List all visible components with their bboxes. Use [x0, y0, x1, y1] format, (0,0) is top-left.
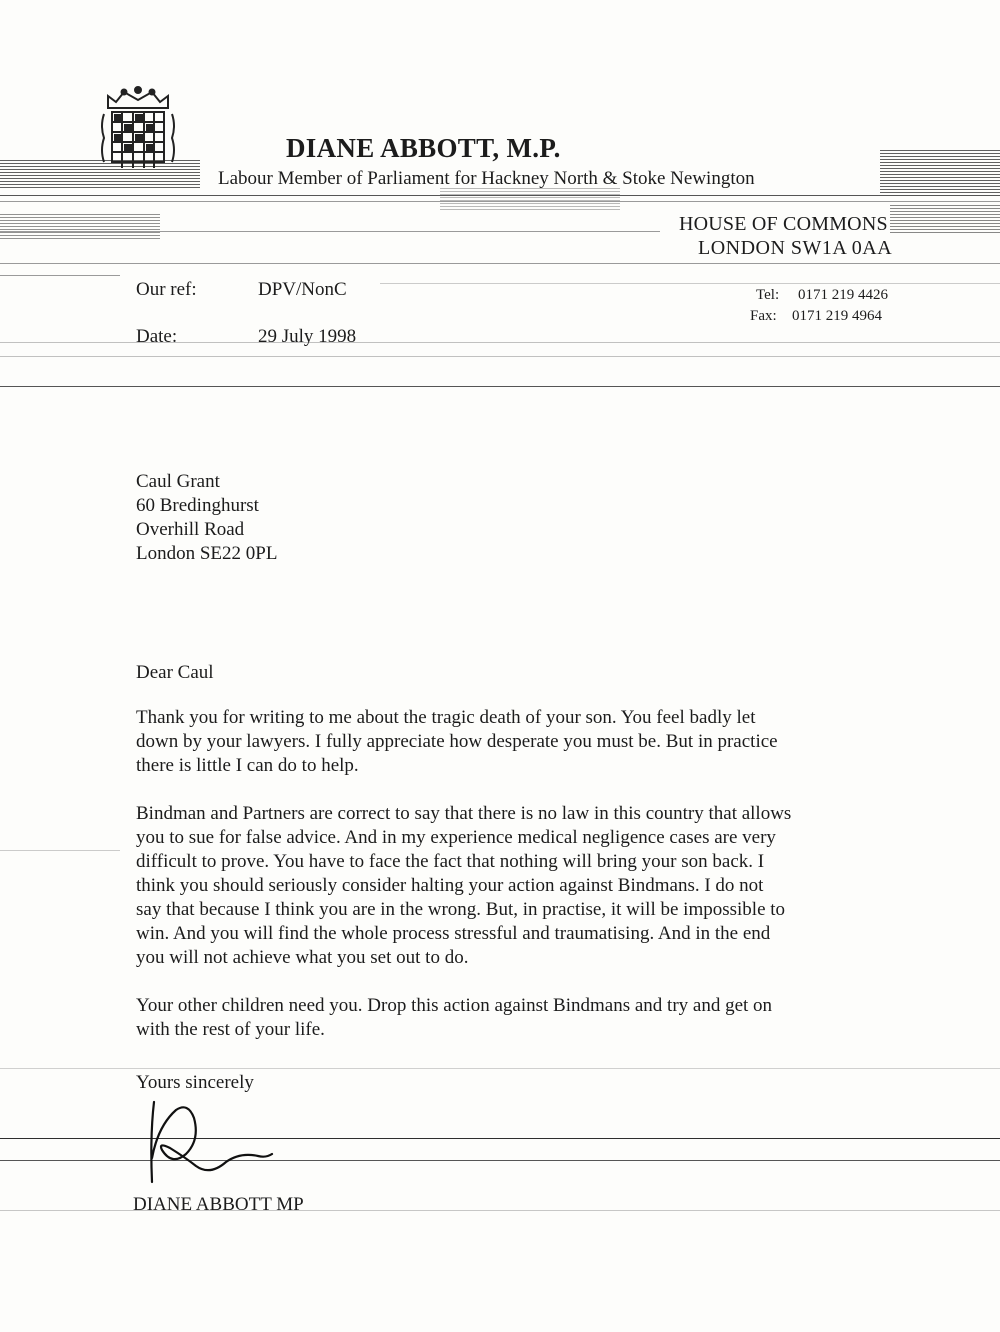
date-value: 29 July 1998 [258, 326, 357, 347]
ref-value: DPV/NonC [258, 279, 347, 300]
body-line: difficult to prove. You have to face the fact that nothing will bring your son back. I [136, 851, 765, 872]
letterhead-address-line1: HOUSE OF COMMONS [679, 213, 888, 235]
body-line: you to sue for false advice. And in my experience medical negligence cases are very [136, 827, 776, 848]
letterhead-name: DIANE ABBOTT, M.P. [286, 133, 561, 163]
greeting: Dear Caul [136, 662, 214, 683]
body-line: think you should seriously consider halting your action against Bindmans. I do not [136, 875, 764, 896]
letterhead-subtitle: Labour Member of Parliament for Hackney North & Stoke Newington [218, 168, 755, 189]
closing: Yours sincerely [136, 1072, 254, 1093]
tel-value: 0171 219 4426 [798, 287, 888, 303]
date-label: Date: [136, 326, 178, 347]
body-line: win. And you will find the whole process stressful and traumatising. And in the end [136, 923, 771, 944]
body-line: you will not achieve what you set out to do. [136, 947, 469, 968]
body-line: with the rest of your life. [136, 1019, 325, 1040]
address-line: Overhill Road [136, 519, 245, 540]
signatory-name: DIANE ABBOTT MP [133, 1194, 304, 1215]
recipient-address [136, 470, 277, 566]
body-line: Thank you for writing to me about the tragic death of your son. You feel badly let [136, 707, 756, 728]
body-line: there is little I can do to help. [136, 755, 359, 776]
address-line: London SE22 0PL [136, 543, 278, 564]
fax-label: Fax: [750, 308, 777, 324]
handwritten-signature-icon [136, 1096, 276, 1188]
address-line: Caul Grant [136, 471, 220, 492]
fax-value: 0171 219 4964 [792, 308, 882, 324]
tel-label: Tel: [756, 287, 780, 303]
letterhead-address-line2: LONDON SW1A 0AA [698, 237, 893, 259]
body-line: Your other children need you. Drop this action against Bindmans and try and get on [136, 995, 773, 1016]
telephone [756, 287, 888, 304]
body-line: Bindman and Partners are correct to say that there is no law in this country that allows [136, 803, 792, 824]
ref-label: Our ref: [136, 279, 197, 300]
body-paragraph-1 [136, 706, 778, 778]
body-paragraph-2 [136, 802, 791, 970]
body-line: down by your lawyers. I fully appreciate how desperate you must be. But in practice [136, 731, 778, 752]
address-line: 60 Bredinghurst [136, 495, 259, 516]
body-line: say that because I think you are in the wrong. But, in practise, it will be impossible to [136, 899, 786, 920]
portcullis-crest-icon [96, 86, 180, 182]
fax [750, 308, 882, 325]
body-paragraph-3 [136, 994, 772, 1042]
